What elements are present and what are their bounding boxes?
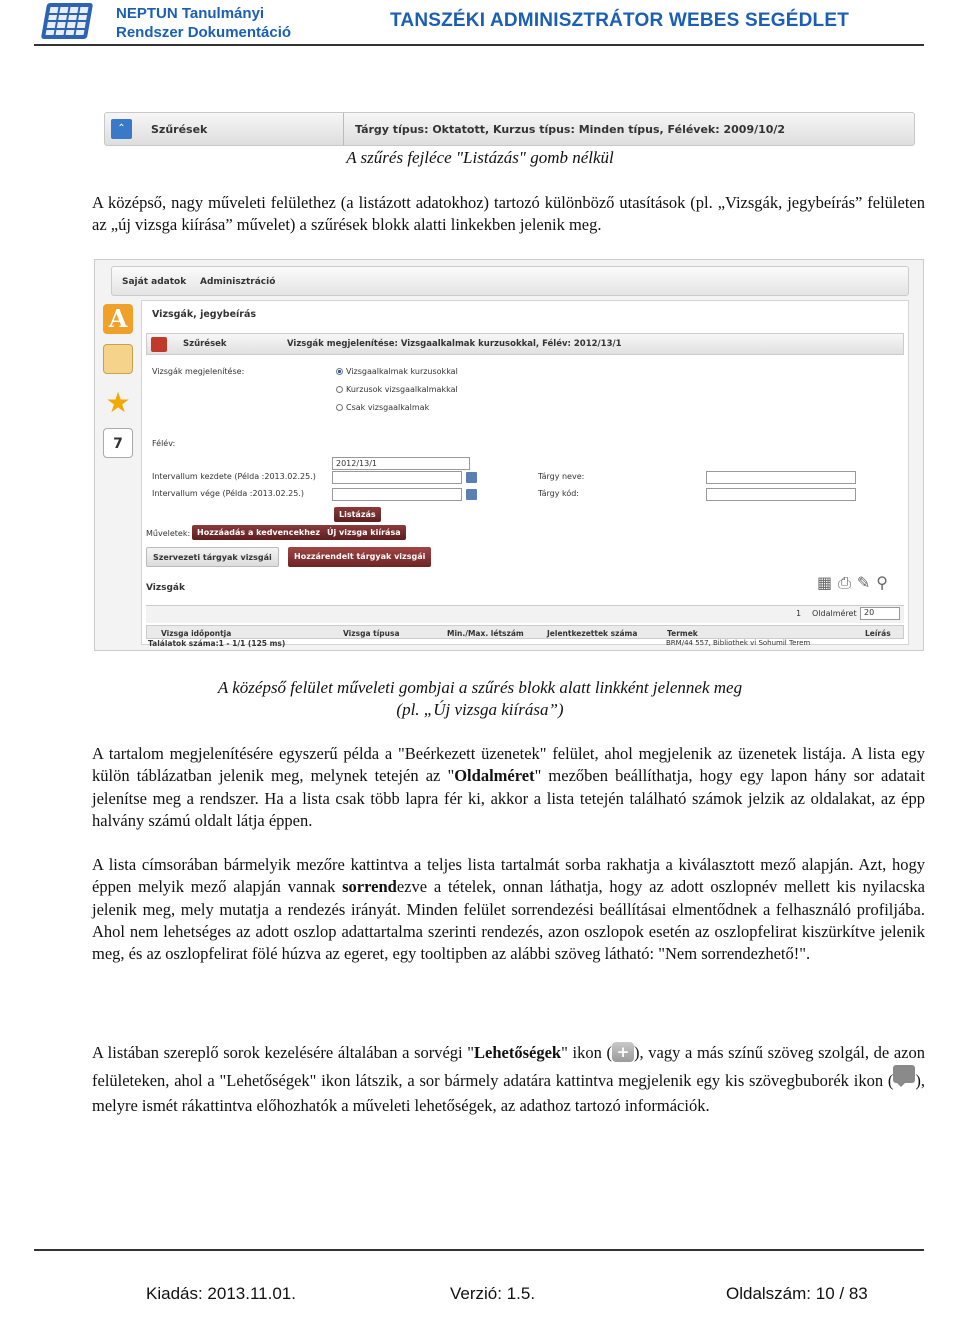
semester-label: Félév:	[152, 439, 176, 448]
footer-version: Verzió: 1.5.	[450, 1284, 536, 1303]
collapse-icon: ⌃	[111, 119, 132, 139]
caption-exams-line1: A középső felület műveleti gombjai a szűrés blokk alatt linkként jelennek meg	[217, 678, 743, 697]
options-term: Lehetőségek	[474, 1043, 562, 1062]
divider	[343, 113, 344, 145]
breadcrumb: Vizsgák, jegybeírás	[152, 309, 257, 320]
new-exam-button[interactable]: Új vizsga kiírása	[322, 525, 406, 540]
header-doc-title	[116, 4, 291, 42]
interval-to-label: Intervallum vége (Példa :2013.02.25.)	[152, 489, 304, 498]
col-exam-time[interactable]: Vizsga időpontja	[161, 629, 232, 638]
exams-screenshot	[94, 259, 924, 651]
plus-icon: +	[612, 1042, 634, 1062]
sidebar-envelope-icon	[103, 344, 133, 374]
col-min-max[interactable]: Min./Max. létszám	[447, 629, 524, 638]
footer-rule	[34, 1249, 924, 1251]
header-rule	[34, 44, 924, 46]
toolbar-icons	[817, 573, 894, 593]
tab-assigned-subject-exams[interactable]: Hozzárendelt tárgyak vizsgái	[288, 547, 431, 567]
header-line2: Rendszer Dokumentáció	[116, 24, 292, 41]
top-menu	[111, 266, 909, 296]
main-panel	[141, 300, 909, 648]
paragraph-operations: A középső, nagy műveleti felülethez (a listázott adatokhoz) tartozó különböző utasítások (pl. „Vizsgák, jegybeírás” felületen az „új vizsga kiírása” művelet) a szűrések blokk alatti linkekben jelenik meg.	[92, 193, 925, 235]
filter-header	[146, 333, 904, 355]
subject-name-input[interactable]	[706, 471, 856, 484]
show-label: Vizsgák megjelenítése:	[152, 367, 245, 376]
neptun-logo-icon	[41, 3, 93, 39]
speech-bubble-icon	[893, 1065, 915, 1083]
export-icon[interactable]: ▦	[816, 573, 839, 592]
subject-code-input[interactable]	[706, 488, 856, 501]
filter-summary: Vizsgák megjelenítése: Vizsgaalkalmak kurzusokkal, Félév: 2012/13/1	[287, 339, 622, 349]
search-icon[interactable]: ⚲	[876, 573, 894, 592]
menu-administration: Adminisztráció	[200, 277, 276, 287]
pagesize-select[interactable]: 20	[860, 607, 900, 620]
table-header	[146, 625, 904, 639]
pagesize-term: Oldalméret	[454, 766, 535, 786]
sidebar-calendar-icon: 7	[103, 428, 133, 458]
col-description[interactable]: Leírás	[865, 629, 891, 638]
radio-option-2[interactable]: Kurzusok vizsgaalkalmakkal	[336, 385, 458, 394]
paragraph-row-actions: A listában szereplő sorok kezelésére általában a sorvégi "Lehetőségek" ikon ( + ), vagy a más színű szöveg szolgál, de azon felületeken, ahol a "Lehetőségek" ikon látszik, a sor bármely adatára kattintva megjelenik egy kis szövegbuborék ikon ( ), melyre ismét rákattintva előhozhatók a műveleti lehetőségek, az adathoz tartozó információk.	[92, 1043, 925, 1115]
calendar-icon[interactable]	[466, 489, 477, 500]
interval-from-input[interactable]	[332, 471, 462, 484]
radio-option-1[interactable]: Vizsgaalkalmak kurzusokkal	[336, 367, 458, 376]
interval-from-label: Intervallum kezdete (Példa :2013.02.25.)	[152, 472, 316, 481]
filter-label: Szűrések	[183, 339, 227, 349]
header-line1: NEPTUN Tanulmányi	[116, 5, 265, 22]
paragraph-sorting: A lista címsorában bármelyik mezőre kattintva a teljes lista tartalmát sorba rakhatja a kiválasztott mező alapján. Azt, hogy éppen melyik mező alapján vannak sorrendezve a tételek, onnan láthatja, hogy az adott oszlopnév mellett kis nyilacska jelenik meg, mely mutatja a rendezés irányát. Minden felület sorrendezési beállításai elmentődnek a felhasználó profiljába. Ahol nem lehetséges az adott oszlop adattartalma szerinti rendezés, azon oszlopok esetén az oszlopfelirat kiszürkítve jelenik meg, és az oszlopfelirat fölé húzva az egeret, egy tooltipben az alábbi szöveg látható: "Nem sorrendezhető!".	[92, 855, 925, 964]
list-button[interactable]: Listázás	[334, 507, 381, 522]
subject-name-label: Tárgy neve:	[538, 472, 585, 481]
operations-label: Műveletek:	[146, 529, 191, 538]
add-favourite-button[interactable]: Hozzáadás a kedvencekhez	[192, 525, 325, 540]
calendar-icon[interactable]	[466, 472, 477, 483]
col-exam-type[interactable]: Vizsga típusa	[343, 629, 400, 638]
filter-header-screenshot	[104, 112, 915, 146]
pin-icon[interactable]: ✎	[856, 573, 877, 592]
caption-exams-line2: (pl. „Új vizsga kiírása”)	[396, 700, 564, 719]
table-top-bar	[146, 605, 904, 623]
print-icon[interactable]: ⎙	[838, 573, 857, 592]
tab-org-subject-exams[interactable]: Szervezeti tárgyak vizsgái	[146, 547, 279, 567]
header-guide-title: TANSZÉKI ADMINISZTRÁTOR WEBES SEGÉDLET	[390, 10, 850, 31]
filter-label: Szűrések	[151, 123, 208, 136]
section-title: Vizsgák	[146, 583, 185, 593]
radio-option-3[interactable]: Csak vizsgaalkalmak	[336, 403, 429, 412]
interval-to-input[interactable]	[332, 488, 462, 501]
footer-edition: Kiadás: 2013.11.01.	[146, 1284, 296, 1303]
row-room: BRM/44 557, Bibliothek vi Sohumil Terem	[666, 639, 811, 647]
col-applicants[interactable]: Jelentkezettek száma	[547, 629, 638, 638]
operations-bar	[146, 529, 190, 538]
sidebar-star-icon: ★	[105, 386, 131, 419]
filter-summary: Tárgy típus: Oktatott, Kurzus típus: Minden típus, Félévek: 2009/10/2	[355, 123, 786, 136]
footer-page-number: Oldalszám: 10 / 83	[726, 1284, 868, 1303]
collapse-icon	[151, 337, 167, 352]
subject-code-label: Tárgy kód:	[538, 489, 579, 498]
col-rooms[interactable]: Termek	[667, 629, 698, 638]
sidebar-a-icon: A	[103, 304, 133, 334]
paragraph-list-display: A tartalom megjelenítésére egyszerű példa a "Beérkezett üzenetek" felület, ahol megjelenik az üzenetek listája. A lista egy külön táblázatban jelenik meg, melynek tetején az "Oldalméret" mezőben beállíthatja, hogy egy lapon hány sor adatait jelenítse meg a rendszer. Ha a lista csak több lapra fér ki, akkor a lista tetején található számok jelzik az oldalakat, az épp halvány számú oldalt látja éppen.	[92, 744, 925, 830]
sort-term: sorrend	[342, 877, 397, 897]
filter-form	[146, 357, 904, 505]
semester-select[interactable]: 2012/13/1	[332, 457, 470, 470]
pagesize-label: Oldalméret	[812, 609, 857, 618]
caption-filter-header: A szűrés fejléce "Listázás" gomb nélkül	[346, 148, 614, 167]
menu-own-data: Saját adatok	[122, 277, 187, 287]
results-count: Találatok száma:1 - 1/1 (125 ms)	[148, 639, 286, 648]
page-number[interactable]: 1	[796, 609, 802, 618]
